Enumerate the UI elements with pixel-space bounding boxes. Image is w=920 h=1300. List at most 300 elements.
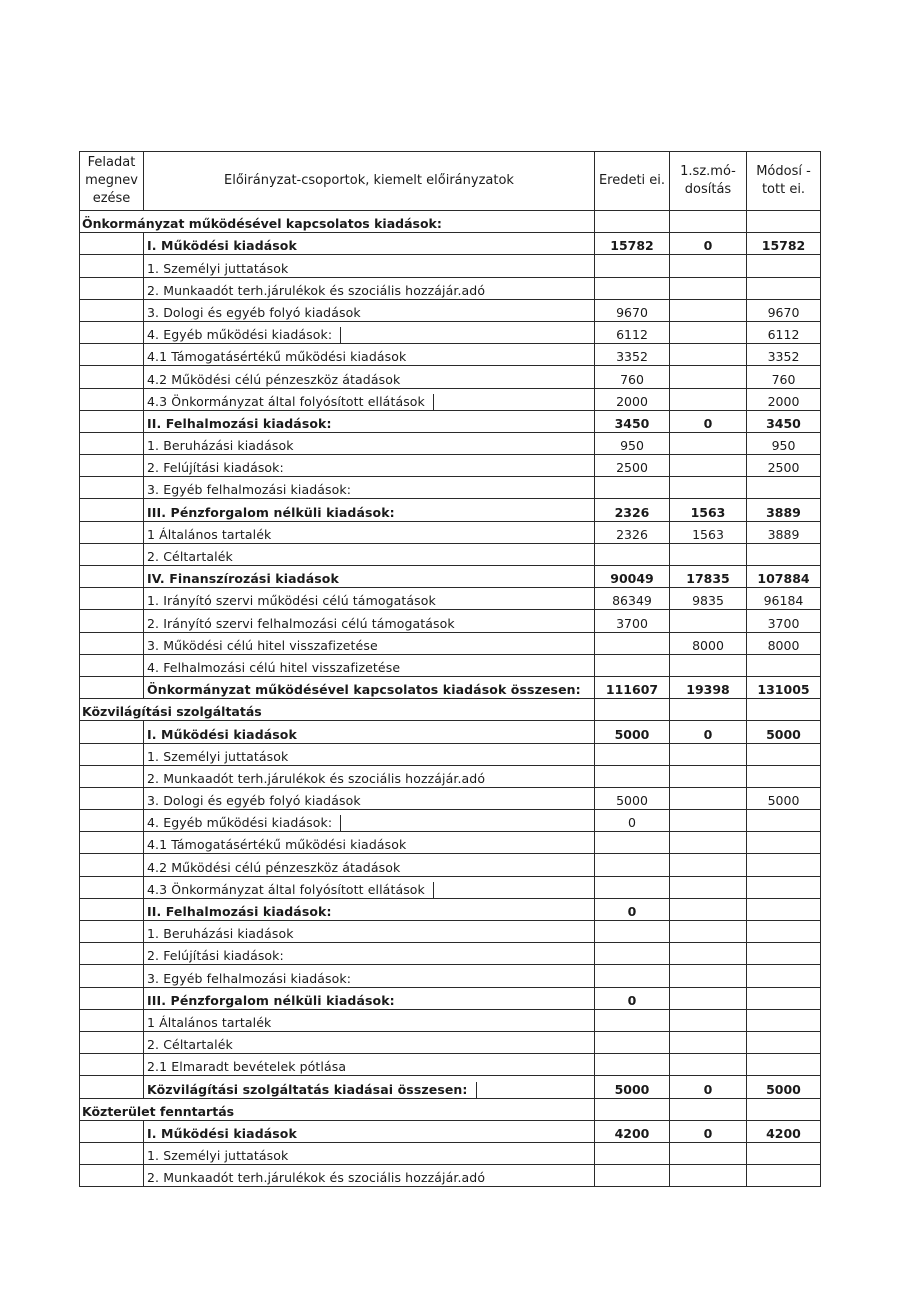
row-label-cell — [144, 1142, 595, 1164]
row-label-cell — [144, 898, 595, 920]
section-title: Önkormányzat működésével kapcsolatos kiadások: — [80, 211, 595, 233]
row-label: 2. Felújítási kiadások: — [147, 460, 284, 476]
feladat-cell — [80, 1142, 144, 1164]
modositott-value — [747, 743, 821, 765]
modositas-value — [670, 1031, 747, 1053]
empty-cell — [747, 211, 821, 233]
budget-table — [79, 151, 821, 1187]
row-label-cell — [144, 654, 595, 676]
row-label: II. Felhalmozási kiadások: — [147, 904, 332, 919]
eredeti-value — [595, 743, 670, 765]
modositas-value — [670, 255, 747, 277]
eredeti-value: 2326 — [595, 521, 670, 543]
row-label: Önkormányzat működésével kapcsolatos kiadások összesen: — [147, 682, 581, 698]
empty-cell — [595, 699, 670, 721]
feladat-cell — [80, 654, 144, 676]
modositas-value — [670, 810, 747, 832]
row-label: 4.3 Önkormányzat által folyósított ellátások — [147, 881, 425, 897]
modositas-value: 17835 — [670, 566, 747, 588]
table-row — [80, 676, 821, 698]
modositas-value — [670, 344, 747, 366]
modositott-value: 15782 — [747, 233, 821, 255]
eredeti-value — [595, 543, 670, 565]
modositott-value — [747, 810, 821, 832]
col-header-feladat: Feladat megnev ezése — [80, 152, 144, 211]
modositott-value: 3450 — [747, 410, 821, 432]
modositott-value — [747, 654, 821, 676]
feladat-cell — [80, 410, 144, 432]
modositott-value — [747, 943, 821, 965]
feladat-cell — [80, 787, 144, 809]
modositas-value: 0 — [670, 410, 747, 432]
feladat-cell — [80, 987, 144, 1009]
cell-divider-mark — [340, 327, 341, 343]
modositott-value: 3889 — [747, 521, 821, 543]
modositas-value — [670, 921, 747, 943]
modositott-value — [747, 255, 821, 277]
modositott-value: 8000 — [747, 632, 821, 654]
modositas-value — [670, 543, 747, 565]
row-label: 2.1 Elmaradt bevételek pótlása — [147, 1059, 347, 1075]
cell-divider-mark — [340, 815, 341, 831]
feladat-cell — [80, 477, 144, 499]
modositott-value: 107884 — [747, 566, 821, 588]
row-label-cell — [144, 1031, 595, 1053]
row-label: 1 Általános tartalék — [147, 526, 272, 542]
row-label-cell — [144, 344, 595, 366]
modositas-value — [670, 277, 747, 299]
modositott-value — [747, 898, 821, 920]
row-label: 3. Működési célú hitel visszafizetése — [147, 637, 378, 653]
row-label-cell — [144, 521, 595, 543]
feladat-cell — [80, 344, 144, 366]
modositas-value — [670, 854, 747, 876]
modositas-value — [670, 366, 747, 388]
row-label-cell — [144, 965, 595, 987]
eredeti-value — [595, 1031, 670, 1053]
table-row — [80, 654, 821, 676]
modositott-value — [747, 477, 821, 499]
modositas-value — [670, 943, 747, 965]
modositas-value — [670, 987, 747, 1009]
eredeti-value: 3450 — [595, 410, 670, 432]
modositas-value — [670, 832, 747, 854]
row-label-cell — [144, 921, 595, 943]
section-title: Közterület fenntartás — [80, 1098, 595, 1120]
table-row — [80, 987, 821, 1009]
modositott-value — [747, 987, 821, 1009]
modositott-value — [747, 1142, 821, 1164]
modositott-value: 9670 — [747, 299, 821, 321]
row-label-cell — [144, 321, 595, 343]
feladat-cell — [80, 676, 144, 698]
eredeti-value: 5000 — [595, 787, 670, 809]
empty-cell — [670, 1098, 747, 1120]
table-row — [80, 366, 821, 388]
table-row — [80, 1165, 821, 1187]
eredeti-value — [595, 832, 670, 854]
table-row — [80, 255, 821, 277]
modositott-value — [747, 1031, 821, 1053]
modositott-value — [747, 854, 821, 876]
row-label: 3. Dologi és egyéb folyó kiadások — [147, 793, 361, 809]
eredeti-value — [595, 477, 670, 499]
feladat-cell — [80, 743, 144, 765]
row-label: 3. Egyéb felhalmozási kiadások: — [147, 482, 352, 498]
modositas-value — [670, 1054, 747, 1076]
eredeti-value: 2326 — [595, 499, 670, 521]
modositott-value — [747, 1054, 821, 1076]
modositas-value: 0 — [670, 721, 747, 743]
feladat-cell — [80, 1076, 144, 1098]
table-row — [80, 299, 821, 321]
modositas-value: 1563 — [670, 499, 747, 521]
modositott-value: 3889 — [747, 499, 821, 521]
table-row — [80, 1142, 821, 1164]
feladat-cell — [80, 1165, 144, 1187]
section-row — [80, 1098, 821, 1120]
feladat-cell — [80, 632, 144, 654]
row-label-cell — [144, 499, 595, 521]
row-label-cell — [144, 676, 595, 698]
modositott-value: 760 — [747, 366, 821, 388]
table-row — [80, 610, 821, 632]
row-label-cell — [144, 543, 595, 565]
row-label: 1. Irányító szervi működési célú támogatások — [147, 593, 436, 609]
row-label-cell — [144, 255, 595, 277]
row-label: 4.1 Támogatásértékű működési kiadások — [147, 349, 407, 365]
modositott-value — [747, 277, 821, 299]
eredeti-value: 0 — [595, 987, 670, 1009]
table-row — [80, 233, 821, 255]
feladat-cell — [80, 588, 144, 610]
modositas-value — [670, 1009, 747, 1031]
row-label: 2. Céltartalék — [147, 1037, 233, 1053]
feladat-cell — [80, 1120, 144, 1142]
table-row — [80, 588, 821, 610]
modositas-value — [670, 787, 747, 809]
modositas-value — [670, 1142, 747, 1164]
modositas-value — [670, 876, 747, 898]
table-row — [80, 743, 821, 765]
row-label-cell — [144, 277, 595, 299]
modositas-value — [670, 1165, 747, 1187]
modositas-value — [670, 321, 747, 343]
eredeti-value: 950 — [595, 432, 670, 454]
feladat-cell — [80, 566, 144, 588]
table-row — [80, 277, 821, 299]
modositas-value — [670, 455, 747, 477]
modositott-value — [747, 832, 821, 854]
table-row — [80, 876, 821, 898]
eredeti-value — [595, 277, 670, 299]
table-row — [80, 765, 821, 787]
row-label-cell — [144, 233, 595, 255]
modositott-value: 950 — [747, 432, 821, 454]
eredeti-value — [595, 854, 670, 876]
eredeti-value: 0 — [595, 810, 670, 832]
feladat-cell — [80, 299, 144, 321]
row-label: III. Pénzforgalom nélküli kiadások: — [147, 992, 395, 1008]
modositott-value: 5000 — [747, 721, 821, 743]
row-label-cell — [144, 632, 595, 654]
cell-divider-mark — [433, 882, 434, 898]
modositott-value — [747, 543, 821, 565]
table-row — [80, 921, 821, 943]
modositott-value: 3700 — [747, 610, 821, 632]
row-label-cell — [144, 366, 595, 388]
row-label-cell — [144, 1165, 595, 1187]
modositas-value — [670, 654, 747, 676]
row-label: II. Felhalmozási kiadások: — [147, 415, 332, 431]
empty-cell — [670, 699, 747, 721]
row-label: 4.1 Támogatásértékű működési kiadások — [147, 837, 407, 853]
row-label-cell — [144, 832, 595, 854]
table-row — [80, 854, 821, 876]
feladat-cell — [80, 898, 144, 920]
row-label: 3. Dologi és egyéb folyó kiadások — [147, 304, 361, 320]
row-label: 2. Irányító szervi felhalmozási célú támogatások — [147, 615, 455, 631]
modositas-value: 0 — [670, 1076, 747, 1098]
modositas-value — [670, 477, 747, 499]
row-label: 1. Beruházási kiadások — [147, 438, 294, 454]
row-label: 1. Személyi juttatások — [147, 1148, 289, 1164]
row-label: IV. Finanszírozási kiadások — [147, 571, 339, 587]
table-row — [80, 477, 821, 499]
eredeti-value: 3352 — [595, 344, 670, 366]
table-row — [80, 388, 821, 410]
modositas-value — [670, 965, 747, 987]
table-row — [80, 965, 821, 987]
eredeti-value: 2500 — [595, 455, 670, 477]
feladat-cell — [80, 921, 144, 943]
section-title: Közvilágítási szolgáltatás — [80, 699, 595, 721]
row-label: I. Működési kiadások — [147, 726, 297, 742]
modositott-value: 96184 — [747, 588, 821, 610]
feladat-cell — [80, 499, 144, 521]
row-label-cell — [144, 743, 595, 765]
row-label-cell — [144, 1120, 595, 1142]
row-label-cell — [144, 876, 595, 898]
feladat-cell — [80, 610, 144, 632]
modositott-value: 6112 — [747, 321, 821, 343]
row-label-cell — [144, 765, 595, 787]
modositas-value — [670, 299, 747, 321]
table-row — [80, 1120, 821, 1142]
eredeti-value — [595, 943, 670, 965]
row-label: 1. Személyi juttatások — [147, 260, 289, 276]
feladat-cell — [80, 255, 144, 277]
eredeti-value: 9670 — [595, 299, 670, 321]
eredeti-value: 760 — [595, 366, 670, 388]
table-row — [80, 321, 821, 343]
table-row — [80, 632, 821, 654]
feladat-cell — [80, 721, 144, 743]
row-label-cell — [144, 810, 595, 832]
eredeti-value — [595, 1009, 670, 1031]
eredeti-value — [595, 1142, 670, 1164]
modositas-value: 0 — [670, 233, 747, 255]
col-header-modositas: 1.sz.mó- dosítás — [670, 152, 747, 211]
table-row — [80, 787, 821, 809]
eredeti-value — [595, 921, 670, 943]
row-label: 4.2 Működési célú pénzeszköz átadások — [147, 371, 401, 387]
feladat-cell — [80, 965, 144, 987]
eredeti-value — [595, 632, 670, 654]
eredeti-value — [595, 765, 670, 787]
modositott-value — [747, 876, 821, 898]
feladat-cell — [80, 854, 144, 876]
feladat-cell — [80, 388, 144, 410]
modositas-value: 0 — [670, 1120, 747, 1142]
feladat-cell — [80, 432, 144, 454]
feladat-cell — [80, 943, 144, 965]
modositott-value — [747, 1009, 821, 1031]
row-label-cell — [144, 566, 595, 588]
modositas-value — [670, 898, 747, 920]
feladat-cell — [80, 765, 144, 787]
row-label-cell — [144, 588, 595, 610]
table-row — [80, 432, 821, 454]
table-row — [80, 499, 821, 521]
col-header-eloiranyzat: Előirányzat-csoportok, kiemelt előirányzatok — [144, 152, 595, 211]
table-row — [80, 898, 821, 920]
row-label: 2. Munkaadót terh.járulékok és szociális hozzájár.adó — [147, 770, 486, 786]
modositott-value: 3352 — [747, 344, 821, 366]
row-label-cell — [144, 1076, 595, 1098]
modositott-value: 5000 — [747, 1076, 821, 1098]
row-label: 2. Céltartalék — [147, 549, 233, 564]
row-label: III. Pénzforgalom nélküli kiadások: — [147, 504, 395, 520]
modositas-value — [670, 388, 747, 410]
feladat-cell — [80, 366, 144, 388]
modositas-value — [670, 765, 747, 787]
table-row — [80, 1009, 821, 1031]
eredeti-value: 111607 — [595, 676, 670, 698]
empty-cell — [595, 211, 670, 233]
row-label-cell — [144, 388, 595, 410]
eredeti-value — [595, 654, 670, 676]
table-row — [80, 1054, 821, 1076]
table-row — [80, 810, 821, 832]
empty-cell — [747, 699, 821, 721]
eredeti-value — [595, 1165, 670, 1187]
row-label: 2. Felújítási kiadások: — [147, 948, 284, 964]
feladat-cell — [80, 455, 144, 477]
row-label-cell — [144, 410, 595, 432]
section-row — [80, 211, 821, 233]
eredeti-value — [595, 1054, 670, 1076]
modositott-value — [747, 921, 821, 943]
eredeti-value — [595, 965, 670, 987]
cell-divider-mark — [433, 394, 434, 410]
eredeti-value: 90049 — [595, 566, 670, 588]
feladat-cell — [80, 876, 144, 898]
empty-cell — [747, 1098, 821, 1120]
feladat-cell — [80, 1054, 144, 1076]
cell-divider-mark — [476, 1082, 477, 1098]
row-label: 1. Beruházási kiadások — [147, 926, 294, 942]
modositott-value — [747, 765, 821, 787]
row-label: I. Működési kiadások — [147, 238, 297, 254]
modositas-value: 9835 — [670, 588, 747, 610]
feladat-cell — [80, 521, 144, 543]
modositott-value: 2500 — [747, 455, 821, 477]
header-row — [80, 152, 821, 211]
modositas-value — [670, 610, 747, 632]
table-row — [80, 1076, 821, 1098]
feladat-cell — [80, 321, 144, 343]
row-label: 4.2 Működési célú pénzeszköz átadások — [147, 859, 401, 875]
feladat-cell — [80, 1031, 144, 1053]
col-header-eredeti: Eredeti ei. — [595, 152, 670, 211]
row-label-cell — [144, 432, 595, 454]
row-label: 1 Általános tartalék — [147, 1014, 272, 1030]
row-label-cell — [144, 943, 595, 965]
table-row — [80, 721, 821, 743]
empty-cell — [595, 1098, 670, 1120]
eredeti-value: 5000 — [595, 721, 670, 743]
eredeti-value: 4200 — [595, 1120, 670, 1142]
row-label-cell — [144, 854, 595, 876]
row-label-cell — [144, 1054, 595, 1076]
table-row — [80, 455, 821, 477]
section-row — [80, 699, 821, 721]
row-label-cell — [144, 787, 595, 809]
eredeti-value: 3700 — [595, 610, 670, 632]
table-row — [80, 566, 821, 588]
row-label: Közvilágítási szolgáltatás kiadásai összesen: — [147, 1081, 468, 1097]
table-row — [80, 943, 821, 965]
feladat-cell — [80, 832, 144, 854]
table-row — [80, 344, 821, 366]
row-label: 4. Egyéb működési kiadások: — [147, 327, 333, 343]
modositott-value: 5000 — [747, 787, 821, 809]
feladat-cell — [80, 1009, 144, 1031]
eredeti-value: 5000 — [595, 1076, 670, 1098]
row-label-cell — [144, 477, 595, 499]
row-label: 4. Felhalmozási célú hitel visszafizetése — [147, 659, 401, 675]
row-label-cell — [144, 987, 595, 1009]
table-row — [80, 832, 821, 854]
row-label-cell — [144, 721, 595, 743]
col-header-modositott: Módosí - tott ei. — [747, 152, 821, 211]
modositott-value: 4200 — [747, 1120, 821, 1142]
row-label: 4. Egyéb működési kiadások: — [147, 815, 333, 831]
row-label-cell — [144, 610, 595, 632]
modositott-value — [747, 1165, 821, 1187]
row-label-cell — [144, 1009, 595, 1031]
eredeti-value — [595, 255, 670, 277]
row-label: 2. Munkaadót terh.járulékok és szociális hozzájár.adó — [147, 1170, 486, 1186]
modositas-value: 1563 — [670, 521, 747, 543]
table-body — [80, 211, 821, 1187]
row-label: I. Működési kiadások — [147, 1125, 297, 1141]
modositas-value: 8000 — [670, 632, 747, 654]
modositott-value: 2000 — [747, 388, 821, 410]
modositott-value: 131005 — [747, 676, 821, 698]
modositas-value — [670, 743, 747, 765]
feladat-cell — [80, 810, 144, 832]
feladat-cell — [80, 277, 144, 299]
row-label: 3. Egyéb felhalmozási kiadások: — [147, 970, 352, 986]
table-row — [80, 1031, 821, 1053]
row-label: 1. Személyi juttatások — [147, 748, 289, 764]
feladat-cell — [80, 543, 144, 565]
table-row — [80, 521, 821, 543]
modositott-value — [747, 965, 821, 987]
table-row — [80, 543, 821, 565]
